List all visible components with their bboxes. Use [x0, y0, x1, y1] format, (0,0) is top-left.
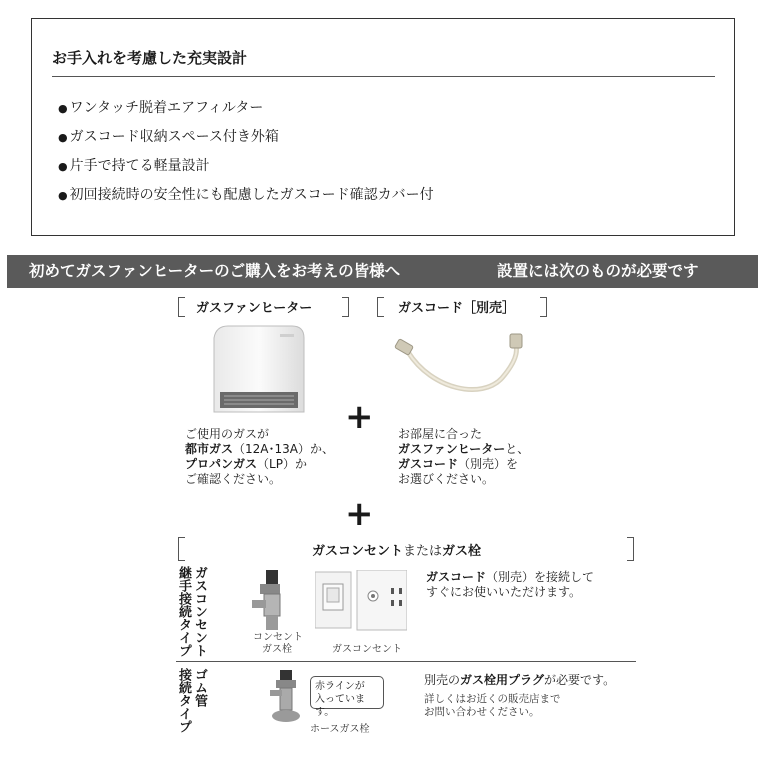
type2-note: 詳しくはお近くの販売店まで お問い合わせください。 — [424, 693, 561, 718]
red-line-callout: 赤ラインが 入っています。 — [310, 676, 384, 709]
banner-left-text: 初めてガスファンヒーターのご購入をお考えの皆様へ — [29, 262, 401, 280]
heater-caption: ご使用のガスが 都市ガス（12A･13A）か、 プロパンガス（LP）か ご確認ください。 — [185, 427, 334, 486]
hose-valve-caption: ホースガス栓 — [310, 724, 370, 735]
type2-vertical-label-col2: 接続タイプ — [176, 668, 191, 733]
plus-sign: + — [345, 397, 374, 437]
info-banner — [7, 255, 758, 288]
outlet-title: ガスコンセントまたはガス栓 — [312, 544, 482, 559]
type1-vertical-label-col1: ガスコンセント — [192, 566, 207, 657]
divider — [52, 76, 715, 77]
type2-vertical-label-col1: ゴム管 — [192, 668, 207, 707]
banner-right-text: 設置には次のものが必要です — [497, 262, 699, 280]
type1-vertical-label-col2: 継手接続タイプ — [176, 566, 191, 657]
socket-caption: ガスコンセント — [332, 644, 402, 655]
cord-caption: お部屋に合った ガスファンヒーターと、 ガスコード（別売）を お選びください。 — [398, 427, 530, 486]
cord-label: ガスコード［別売］ — [398, 301, 516, 316]
heater-label: ガスファンヒーター — [196, 301, 313, 316]
feature-item: ● 片手で持てる軽量設計 — [58, 158, 210, 174]
valve-caption: コンセント ガス栓 — [253, 632, 303, 655]
feature-title: お手入れを考慮した充実設計 — [52, 49, 248, 67]
type2-description: 別売のガス栓用プラグが必要です。 — [424, 673, 616, 687]
feature-item: ● ガスコード収納スペース付き外箱 — [58, 129, 279, 145]
gas-cord-image — [392, 330, 532, 400]
gas-fan-heater-image — [206, 320, 310, 420]
bracket-right — [342, 297, 349, 317]
plus-sign: + — [345, 494, 374, 534]
feature-item: ● 初回接続時の安全性にも配慮したガスコード確認カバー付 — [58, 187, 434, 203]
bracket-left — [178, 297, 185, 317]
bracket-right — [627, 537, 634, 561]
concent-valve-image — [252, 568, 292, 634]
divider — [176, 661, 636, 662]
bracket-left — [377, 297, 384, 317]
feature-item: ● ワンタッチ脱着エアフィルター — [58, 100, 264, 116]
type1-description: ガスコード（別売）を接続して すぐにお使いいただけます。 — [426, 570, 595, 599]
bracket-right — [540, 297, 547, 317]
bracket-left — [178, 537, 185, 561]
gas-outlet-image — [315, 570, 407, 632]
feature-box — [31, 18, 735, 236]
hose-valve-image — [264, 670, 310, 726]
